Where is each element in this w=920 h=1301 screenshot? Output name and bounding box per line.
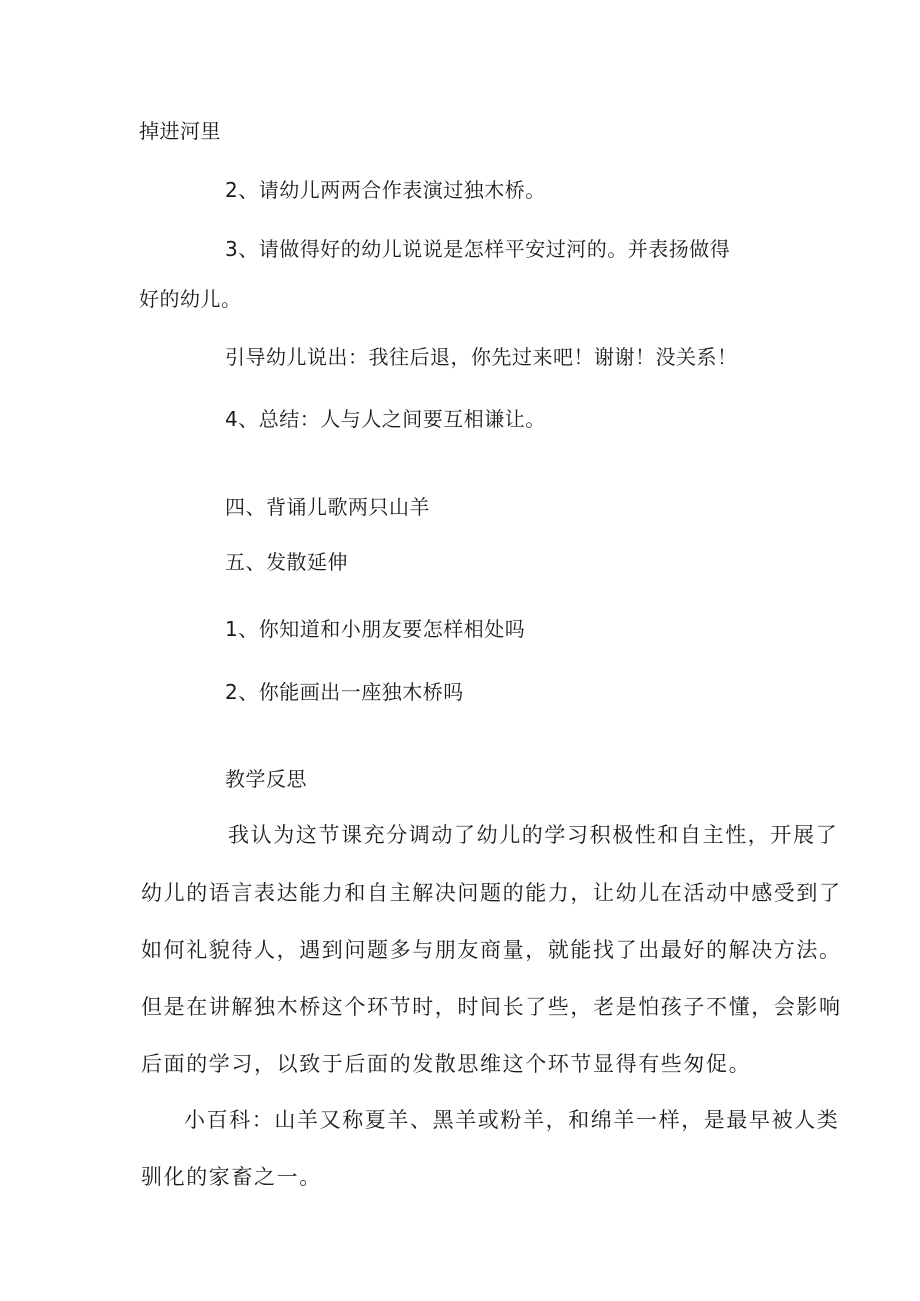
reflection-line: 幼儿的语言表达能力和自主解决问题的能力，让幼儿在活动中感受到了 [141,881,842,905]
text-line: 好的幼儿。 [139,287,242,311]
reflection-line: 但是在讲解独木桥这个环节时，时间长了些，老是怕孩子不懂，会影响 [141,995,842,1019]
encyclopedia-line: 小百科：山羊又称夏羊、黑羊或粉羊，和绵羊一样，是最早被人类 [184,1108,840,1132]
text-line: 引导幼儿说出：我往后退，你先过来吧！谢谢！没关系！ [225,345,738,369]
section-heading: 教学反思 [225,767,307,791]
text-line: 3、请做得好的幼儿说说是怎样平安过河的。并表扬做得 [225,237,731,261]
text-line: 2、请幼儿两两合作表演过独木桥。 [225,178,546,202]
reflection-line: 我认为这节课充分调动了幼儿的学习积极性和自主性，开展了 [228,823,839,847]
reflection-line: 如何礼貌待人，遇到问题多与朋友商量，就能找了出最好的解决方法。 [141,938,842,962]
text-line: 4、总结：人与人之间要互相谦让。 [225,407,546,431]
text-line: 1、你知道和小朋友要怎样相处吗 [225,617,526,641]
reflection-line: 后面的学习，以致于后面的发散思维这个环节显得有些匆促。 [141,1052,752,1076]
text-line: 2、你能画出一座独木桥吗 [225,680,464,704]
text-line: 掉进河里 [139,119,221,143]
section-heading: 四、背诵儿歌两只山羊 [225,495,430,519]
section-heading: 五、发散延伸 [225,550,348,574]
encyclopedia-line: 驯化的家畜之一。 [141,1165,322,1189]
